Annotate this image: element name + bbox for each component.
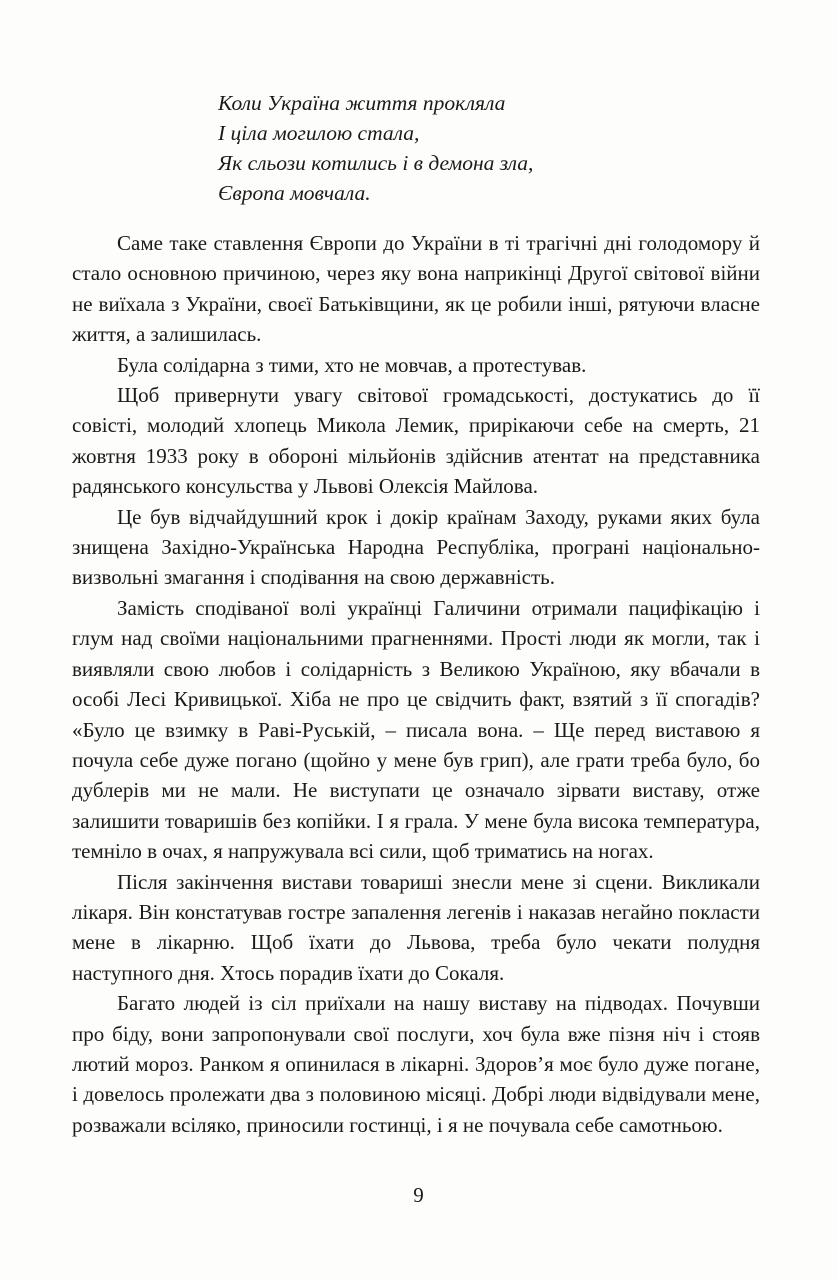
poem-line: Коли Україна життя прокляла (218, 91, 506, 115)
poem-epigraph (218, 88, 698, 208)
body-text (72, 228, 760, 1140)
poem-line: Європа мовчала. (218, 181, 371, 205)
page-number: 9 (413, 1183, 424, 1207)
paragraph: Після закінчення вистави товариші знесли мене зі сцени. Викликали лікаря. Він констатував гостре запалення легенів і наказав негайно покласти мене в лікарню. Щоб їхати до Львова, треба було чекати полудня наступного дня. Хтось порадив їхати до Сокаля. (72, 869, 760, 985)
paragraph: Це був відчайдушний крок і докір країнам Заходу, руками яких була знищена Західно-Українська Народна Республіка, програні національно-визвольні змагання і сподівання на свою державність. (72, 504, 760, 590)
paragraph: Щоб привернути увагу світової громадськості, достукатись до її совісті, молодий хлопець Микола Лемик, прирікаючи себе на смерть, 21 жовтня 1933 року в обороні мільйонів здійснив атентат на представника радянського консульства у Львові Олексія Майлова. (72, 383, 760, 499)
paragraph: Замість сподіваної волі українці Галичини отримали пацифікацію і глум над своїми національними прагненнями. Прості люди як могли, так і виявляли свою любов і солідарність з Великою Україною, яку вбачали в особі Лесі Кривицької. Хіба не про це свідчить факт, взятий з її спогадів? «Було це взимку в Раві-Руській, – писала вона. – Ще перед виставою я почула себе дуже погано (щойно у мене був грип), але грати треба було, бо дублерів ми не мали. Не виступати це означало зірвати виставу, отже залишити товаришів без копійки. І я грала. У мене була висока температура, темніло в очах, я напружувала всі сили, щоб триматись на ногах. (72, 595, 760, 864)
poem-line: І ціла могилою стала, (218, 121, 420, 145)
paragraph: Була солідарна з тими, хто не мовчав, а протестував. (117, 352, 587, 377)
paragraph: Багато людей із сіл приїхали на нашу виставу на підводах. Почувши про біду, вони запропонували свої послуги, хоч була вже пізня ніч і стояв лютий мороз. Ранком я опинилася в лікарні. Здоров’я моє було дуже погане, і довелось пролежати два з половиною місяці. Добрі люди відвідували мене, розважали всіляко, приносили гостинці, і я не почувала себе самотньою. (72, 991, 760, 1137)
poem-line: Як сльози котились і в демона зла, (218, 151, 534, 175)
paragraph: Саме таке ставлення Європи до України в ті трагічні дні голодомору й стало основною причиною, через яку вона наприкінці Другої світової війни не виїхала з України, своєї Батьківщини, як це робили інші, рятуючи власне життя, а залишилась. (72, 231, 760, 347)
